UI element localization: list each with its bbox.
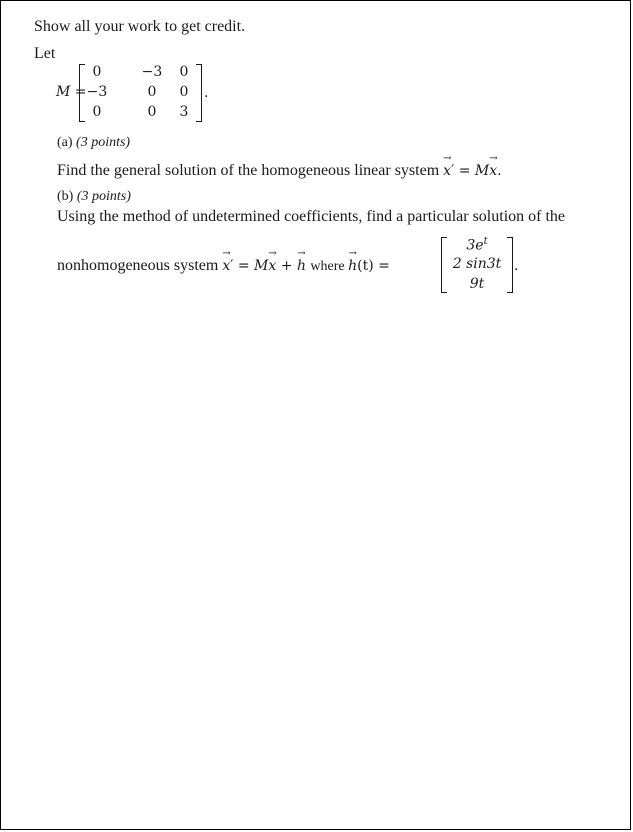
vector-entry-exponent: t [483,236,488,247]
vector-h-symbol: → h [348,258,357,274]
matrix-symbol: M [474,163,490,179]
vector-h-symbol: → h [297,258,306,274]
part-b-line2-text: nonhomogeneous system [57,257,219,274]
matrix-cell: 0 [147,84,157,100]
part-a-prompt-line [57,162,502,180]
vector-x-symbol: → x [222,258,230,274]
h-definition [348,258,390,274]
vector-entry [441,236,513,254]
matrix-cell: 3 [179,104,189,120]
matrix-cell: 0 [147,104,157,120]
part-a-period: . [497,163,502,179]
matrix-cell: −3 [86,84,108,100]
part-a-letter: (a) [57,135,73,150]
vector-entry-text: 3e [466,237,484,254]
vector-x-symbol: → x [443,163,451,179]
let-label: Let [34,45,56,62]
h-argument: (t) = [357,258,390,274]
matrix-period: . [204,85,209,101]
part-a-header [57,135,130,151]
vector-period: . [514,258,519,274]
prime-equals: ′ = [230,258,255,274]
matrix-cell: −3 [141,64,163,80]
instruction-text: Show all your work to get credit. [34,18,246,35]
where-word: where [310,259,349,274]
part-b-line1: Using the method of undetermined coefficients, find a particular solution of the [57,208,566,225]
matrix-symbol: M [254,258,269,274]
part-a-equation [443,163,501,179]
vector-h [441,236,513,294]
matrix-cell: 0 [179,64,189,80]
vector-entry: 2 sin3t [452,256,502,272]
prime-equals: ′ = [451,163,475,179]
part-b-letter: (b) [57,189,74,204]
part-b-line2 [57,257,390,275]
plus-sign: + [276,258,297,274]
matrix-M [79,63,202,124]
matrix-cell: 0 [179,84,189,100]
vector-entry: 9t [469,276,485,292]
part-b-equation [222,258,310,274]
part-a-points: (3 points) [76,135,131,150]
matrix-cell: 0 [92,104,102,120]
vector-x-symbol: → x [489,163,497,179]
matrix-name: M = [56,84,87,100]
matrix-cell: 0 [92,64,102,80]
vector-x-symbol: → x [268,258,276,274]
part-b-points: (3 points) [76,189,131,204]
part-a-prompt: Find the general solution of the homogeneous linear system [57,162,440,179]
part-b-header [57,189,131,205]
